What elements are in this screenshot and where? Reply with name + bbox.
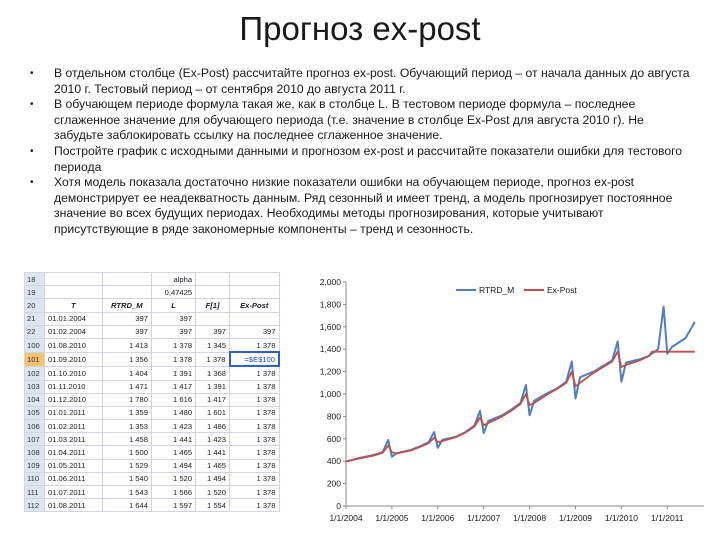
sheet-cell[interactable]: [196, 273, 230, 286]
bullet-dot-icon: •: [30, 177, 34, 189]
sheet-cell[interactable]: 01.11.2010: [45, 380, 103, 393]
sheet-cell[interactable]: =$E$100: [230, 352, 279, 366]
sheet-cell[interactable]: 1 465: [196, 459, 230, 472]
sheet-cell[interactable]: F[1]: [196, 299, 230, 312]
sheet-cell[interactable]: 1 378: [151, 338, 195, 352]
row-number[interactable]: 107: [25, 433, 45, 446]
sheet-cell[interactable]: 01.08.2010: [45, 338, 103, 352]
x-tick-label: 1/1/2011: [651, 513, 684, 523]
bullet-item: [22, 97, 692, 144]
row-number[interactable]: 102: [25, 366, 45, 380]
sheet-cell[interactable]: [102, 273, 151, 286]
bullet-item: [22, 144, 692, 175]
series-line-rtrd-m: [346, 307, 695, 462]
y-tick-label: 1,200: [319, 366, 341, 377]
sheet-cell[interactable]: 01.10.2010: [45, 366, 103, 380]
sheet-row[interactable]: [25, 499, 280, 512]
sheet-cell[interactable]: 1 597: [151, 499, 195, 512]
sheet-cell[interactable]: 1 494: [151, 459, 195, 472]
row-number[interactable]: 106: [25, 420, 45, 433]
sheet-cell[interactable]: 01.09.2010: [45, 352, 103, 366]
sheet-cell[interactable]: 1 465: [151, 446, 195, 459]
x-tick-label: 1/1/2010: [604, 513, 638, 523]
sheet-cell[interactable]: 1 378: [151, 352, 195, 366]
sheet-cell[interactable]: 1 378: [196, 352, 230, 366]
sheet-cell[interactable]: [196, 286, 230, 299]
sheet-cell[interactable]: 397: [102, 312, 151, 325]
row-number[interactable]: 22: [25, 325, 45, 338]
row-number[interactable]: 110: [25, 472, 45, 485]
sheet-cell[interactable]: 1 378: [230, 393, 279, 406]
sheet-cell[interactable]: 01.02.2011: [45, 420, 103, 433]
sheet-cell[interactable]: 1 616: [151, 393, 195, 406]
sheet-cell[interactable]: 1 413: [102, 338, 151, 352]
sheet-cell[interactable]: 1 378: [230, 446, 279, 459]
y-tick-label: 1,800: [319, 299, 341, 310]
sheet-cell[interactable]: 1 601: [196, 406, 230, 419]
sheet-cell[interactable]: [230, 286, 279, 299]
sheet-cell[interactable]: 1 486: [196, 420, 230, 433]
row-number[interactable]: 105: [25, 406, 45, 419]
spreadsheet-excerpt: [24, 272, 280, 512]
sheet-cell[interactable]: T: [45, 299, 103, 312]
sheet-cell[interactable]: [196, 312, 230, 325]
row-number[interactable]: 112: [25, 499, 45, 512]
sheet-cell[interactable]: 1 520: [151, 472, 195, 485]
row-number[interactable]: 19: [25, 286, 45, 299]
sheet-cell[interactable]: 1 529: [102, 459, 151, 472]
sheet-cell[interactable]: 1 417: [151, 380, 195, 393]
row-number[interactable]: 109: [25, 459, 45, 472]
bullet-dot-icon: •: [30, 99, 34, 111]
sheet-row[interactable]: [25, 406, 280, 419]
row-number[interactable]: 111: [25, 486, 45, 499]
sheet-cell[interactable]: 01.12.2010: [45, 393, 103, 406]
sheet-cell[interactable]: 1 391: [151, 366, 195, 380]
sheet-cell[interactable]: 1 378: [230, 366, 279, 380]
y-tick-label: 2,000: [319, 277, 341, 287]
sheet-cell[interactable]: 1 378: [230, 499, 279, 512]
sheet-cell[interactable]: 01.01.2011: [45, 406, 103, 419]
series-line-ex-post: [346, 351, 695, 461]
sheet-cell[interactable]: [230, 273, 279, 286]
x-tick-label: 1/1/2005: [375, 513, 409, 523]
sheet-cell[interactable]: 1 494: [196, 472, 230, 485]
row-number[interactable]: 108: [25, 446, 45, 459]
sheet-cell[interactable]: 1 500: [102, 446, 151, 459]
bullet-text: В отдельном столбце (Ex-Post) рассчитайте прогноз ex-post. Обучающий период – от начала данных до августа 2010 г. Тестовый период – от сентября 2010 до августа 2011 г.: [54, 66, 690, 96]
row-number[interactable]: 101: [25, 352, 45, 366]
sheet-cell[interactable]: 1 471: [102, 380, 151, 393]
sheet-row[interactable]: [25, 352, 280, 366]
sheet-cell[interactable]: 1 540: [102, 472, 151, 485]
sheet-cell[interactable]: 1 458: [102, 433, 151, 446]
line-chart: [306, 272, 714, 534]
y-tick-label: 600: [326, 433, 341, 444]
sheet-row[interactable]: [25, 380, 280, 393]
sheet-cell[interactable]: 1 378: [230, 472, 279, 485]
bullet-item: [22, 175, 692, 237]
sheet-row[interactable]: [25, 286, 280, 299]
sheet-row[interactable]: [25, 273, 280, 286]
sheet-cell[interactable]: 1 404: [102, 366, 151, 380]
sheet-cell[interactable]: 1 368: [196, 366, 230, 380]
y-tick-label: 0: [336, 501, 341, 511]
sheet-cell[interactable]: 1 356: [102, 352, 151, 366]
sheet-cell[interactable]: 1 345: [196, 338, 230, 352]
sheet-cell[interactable]: 1 441: [196, 446, 230, 459]
row-number[interactable]: 103: [25, 380, 45, 393]
bullet-list: [22, 66, 692, 238]
sheet-row[interactable]: [25, 325, 280, 338]
sheet-cell[interactable]: 1 780: [102, 393, 151, 406]
sheet-cell[interactable]: 1 554: [196, 499, 230, 512]
sheet-cell[interactable]: [45, 286, 103, 299]
sheet-cell[interactable]: 1 391: [196, 380, 230, 393]
y-tick-label: 1,400: [319, 344, 341, 355]
sheet-row[interactable]: [25, 312, 280, 325]
sheet-cell[interactable]: 397: [102, 325, 151, 338]
sheet-cell[interactable]: 01.04.2011: [45, 446, 103, 459]
slide-title: Прогноз ex-post: [239, 10, 481, 47]
sheet-cell[interactable]: 397: [151, 312, 195, 325]
y-tick-label: 1,000: [319, 389, 341, 399]
legend-label: Ex-Post: [547, 285, 577, 295]
x-tick-label: 1/1/2009: [558, 513, 593, 523]
sheet-cell[interactable]: 397: [230, 325, 279, 338]
bullet-dot-icon: •: [30, 68, 34, 79]
y-tick-label: 800: [326, 411, 341, 422]
sheet-cell[interactable]: Ex-Post: [230, 299, 279, 312]
sheet-cell[interactable]: 1 441: [151, 433, 195, 446]
sheet-cell[interactable]: 1 359: [102, 406, 151, 419]
sheet-row[interactable]: [25, 486, 280, 499]
sheet-cell[interactable]: 01.05.2011: [45, 459, 103, 472]
sheet-cell[interactable]: 397: [151, 325, 195, 338]
sheet-cell[interactable]: 1 644: [102, 499, 151, 512]
sheet-row[interactable]: [25, 420, 280, 433]
sheet-cell[interactable]: 1 378: [230, 406, 279, 419]
bullet-dot-icon: •: [30, 145, 34, 157]
sheet-cell[interactable]: 1 378: [230, 486, 279, 499]
sheet-cell[interactable]: [102, 286, 151, 299]
bullet-item: [22, 66, 692, 97]
sheet-cell[interactable]: 1 480: [151, 406, 195, 419]
sheet-cell[interactable]: RTRD_M: [102, 299, 151, 312]
row-number[interactable]: 18: [25, 273, 45, 286]
y-tick-label: 400: [326, 456, 341, 467]
sheet-cell[interactable]: 01.02.2004: [45, 325, 103, 338]
x-tick-label: 1/1/2004: [329, 513, 363, 523]
sheet-cell[interactable]: L: [151, 299, 195, 312]
sheet-row[interactable]: [25, 472, 280, 485]
sheet-row[interactable]: [25, 393, 280, 406]
sheet-cell[interactable]: 1 423: [196, 433, 230, 446]
x-tick-label: 1/1/2008: [513, 513, 547, 523]
legend-label: RTRD_M: [479, 285, 515, 295]
sheet-cell[interactable]: 1 566: [151, 486, 195, 499]
sheet-cell[interactable]: 397: [196, 325, 230, 338]
sheet-cell[interactable]: 0,47425: [151, 286, 195, 299]
sheet-cell[interactable]: [230, 312, 279, 325]
sheet-row[interactable]: [25, 299, 280, 312]
sheet-row[interactable]: [25, 433, 280, 446]
sheet-cell[interactable]: alpha: [151, 273, 195, 286]
x-tick-label: 1/1/2006: [421, 513, 455, 523]
y-tick-label: 200: [326, 478, 341, 489]
sheet-cell[interactable]: 1 378: [230, 338, 279, 352]
sheet-cell[interactable]: 01.07.2011: [45, 486, 103, 499]
bullet-text: Постройте график с исходными данными и прогнозом ex-post и рассчитайте показатели ошибки для тестового периода: [54, 143, 683, 174]
sheet-cell[interactable]: 1 543: [102, 486, 151, 499]
sheet-row[interactable]: [25, 338, 280, 352]
sheet-cell[interactable]: 1 423: [151, 420, 195, 433]
x-tick-label: 1/1/2007: [467, 513, 501, 523]
bullet-text: В обучающем периоде формула такая же, как в столбце L. В тестовом периоде формула – последнее сглаженное значение для обучающего периода (т.е. значение в столбце Ex-Post для августа 2010 г). Не забудьте заблокировать ссылку на последнее сглаженное значение.: [54, 97, 644, 143]
row-number[interactable]: 21: [25, 312, 45, 325]
sheet-row[interactable]: [25, 366, 280, 380]
sheet-cell[interactable]: 1 378: [230, 433, 279, 446]
sheet-cell[interactable]: [45, 273, 103, 286]
bullet-text: Хотя модель показала достаточно низкие показатели ошибки на обучающем периоде, прогноз ex-post демонстрирует ее неадекватность данным. Ряд сезонный и имеет тренд, а модель прогнозирует постоянное значение во всех будущих периодах. Необходимы методы прогнозирования, которые учитывают присутствующие в ряде закономерные компоненты – тренд и сезонность.: [54, 175, 673, 236]
sheet-cell[interactable]: 01.06.2011: [45, 472, 103, 485]
sheet-cell[interactable]: 01.08.2011: [45, 499, 103, 512]
sheet-cell[interactable]: 1 520: [196, 486, 230, 499]
row-number[interactable]: 100: [25, 338, 45, 352]
row-number[interactable]: 20: [25, 299, 45, 312]
sheet-row[interactable]: [25, 446, 280, 459]
sheet-cell[interactable]: 1 417: [196, 393, 230, 406]
sheet-cell[interactable]: 01.03.2011: [45, 433, 103, 446]
sheet-cell[interactable]: 1 378: [230, 380, 279, 393]
row-number[interactable]: 104: [25, 393, 45, 406]
y-tick-label: 1,600: [319, 321, 341, 332]
sheet-row[interactable]: [25, 459, 280, 472]
sheet-cell[interactable]: 1 378: [230, 420, 279, 433]
sheet-cell[interactable]: 1 378: [230, 459, 279, 472]
sheet-cell[interactable]: 1 353: [102, 420, 151, 433]
sheet-cell[interactable]: 01.01.2004: [45, 312, 103, 325]
